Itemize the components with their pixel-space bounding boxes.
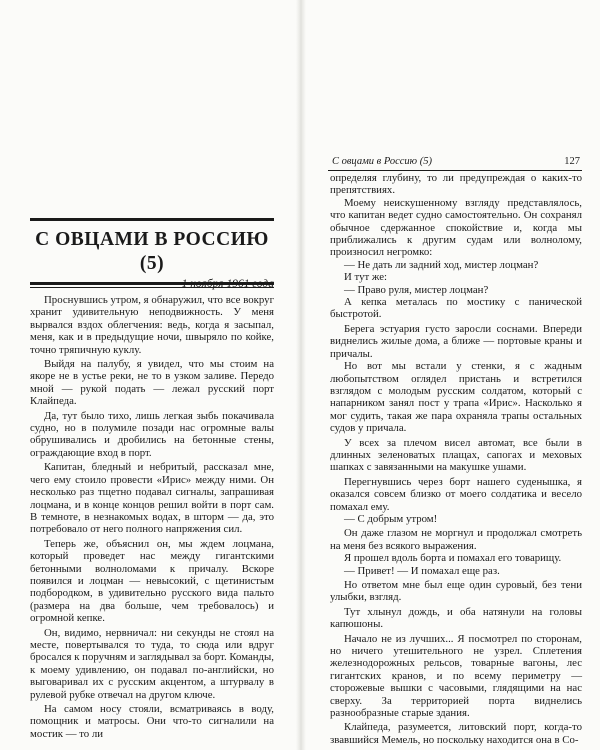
page-number: 127: [564, 156, 580, 167]
paragraph: Проснувшись утром, я обнаружил, что все вокруг хранит удивительную неподвижность. У меня вырвался вздох облегчения: ведь, когда я засыпал, меня, как и в предыдущие ночи, швыряло по койке, точно тряпичную куклу.: [30, 294, 274, 356]
paragraph: Начало не из лучших... Я посмотрел по сторонам, но ничего утешительного не узрел. Сплетения железнодорожных рельсов, товарные вагоны, лес гигантских кранов, и по всему периметру — сторожевые вышки с часовыми, глядящими на нас сверху. За территорией порта виднелись разнообразные старые здания.: [330, 632, 582, 720]
paragraph: Я прошел вдоль борта и помахал его товарищу.: [344, 552, 562, 565]
paragraph: Выйдя на палубу, я увидел, что мы стоим на якоре не в устье реки, не то в узком заливе. Передо мной — рукой подать — лежал русский порт Клайпеда.: [30, 358, 274, 408]
paragraph: Он даже глазом не моргнул и продолжал смотреть на меня без всякого выражения.: [330, 527, 582, 552]
paragraph: — С добрым утром!: [344, 512, 438, 525]
paragraph: Моему неискушенному взгляду представлялось, что капитан ведет судно самостоятельно. Он сохранял обычное сдержанное спокойствие и, когда мы приближались к другим судам или волнолому, произносил негромко:: [330, 196, 582, 259]
paragraph: А кепка металась по мостику с панической быстротой.: [330, 296, 582, 321]
paragraph: Перегнувшись через борт нашего суденышка, я оказался совсем близко от моего солдатика и весело помахал ему.: [330, 475, 582, 513]
left-page: [0, 0, 296, 750]
chapter-title: С ОВЦАМИ В РОССИЮ (5): [35, 229, 269, 274]
paragraph: Теперь же, объяснил он, мы ждем лоцмана, который проведет нас между гигантскими бетонными волноломами к причалу. Вскоре появился и лоцман — невысокий, с щетинистым подбородком, в удивительно русского вида пальто (размера на два больше, чем требовалось) и огромной кепке.: [30, 537, 274, 625]
book-gutter: [296, 0, 306, 750]
paragraph: Клайпеда, разумеется, литовский порт, когда-то звавшийся Мемель, но поскольку находится она в Со-: [330, 721, 582, 746]
paragraph: — Право руля, мистер лоцман?: [344, 283, 489, 296]
paragraph: — Привет! — И помахал еще раз.: [344, 564, 500, 577]
paragraph: Он, видимо, нервничал: ни секунды не стоял на месте, повертывался то туда, то сюда или вдруг бросался к поручням и заглядывал за борт. Команды, к моему удивлению, он подавал по-английски, но выговаривал их с русским акцентом, а штурвалу в рулевой рубке отвечал на другом ключе.: [30, 626, 274, 701]
right-page: [306, 0, 600, 750]
paragraph: Тут хлынул дождь, и оба натянули на головы капюшоны.: [330, 605, 582, 631]
running-head: [328, 156, 582, 171]
running-head-title: С овцами в Россию (5): [332, 156, 432, 167]
paragraph: Капитан, бледный и небритый, рассказал мне, чего ему стоило провести «Ирис» между ними. Он несколько раз тщетно подавал сигналы, запрашивая лоцмана, и в конце концов решил войти в порт сам. В темноте, в незнакомых водах, в шторм — да, это потребовало от него полного напряжения сил.: [30, 461, 274, 536]
chapter-date: 1 ноября 1961 года: [181, 278, 274, 290]
paragraph: У всех за плечом висел автомат, все были в длинных зеленоватых плащах, сапогах и меховых шапках с завязанными на макушке ушами.: [330, 436, 582, 474]
paragraph: На самом носу стояли, всматриваясь в воду, помощник и матросы. Они что-то сигналили на мостик — то ли: [30, 703, 274, 740]
right-body-text: [330, 172, 582, 746]
paragraph: Но вот мы встали у стенки, я с жадным любопытством оглядел пристань и встретился взглядом с молодым русским солдатом, который с напарником занял пост у трапа «Ирис». Насколько я мог судить, такая же пара охраняла трапы остальных судов у причала.: [330, 360, 582, 435]
paragraph: Но ответом мне был еще один суровый, без тени улыбки, взгляд.: [330, 579, 582, 604]
left-body-text: [30, 292, 274, 740]
paragraph: Берега эстуария густо заросли соснами. Впереди виднелись жилые дома, а ближе — портовые краны и причалы.: [330, 322, 582, 360]
paragraph: определяя глубину, то ли предупреждая о каких-то препятствиях.: [330, 172, 582, 197]
paragraph: И тут же:: [344, 271, 387, 284]
paragraph: Да, тут было тихо, лишь легкая зыбь покачивала судно, но в полумиле позади нас огромные валы обрушивались и дробились на бетонные стены, ограждающие вход в порт.: [30, 409, 274, 459]
paragraph: — Не дать ли задний ход, мистер лоцман?: [344, 258, 539, 271]
